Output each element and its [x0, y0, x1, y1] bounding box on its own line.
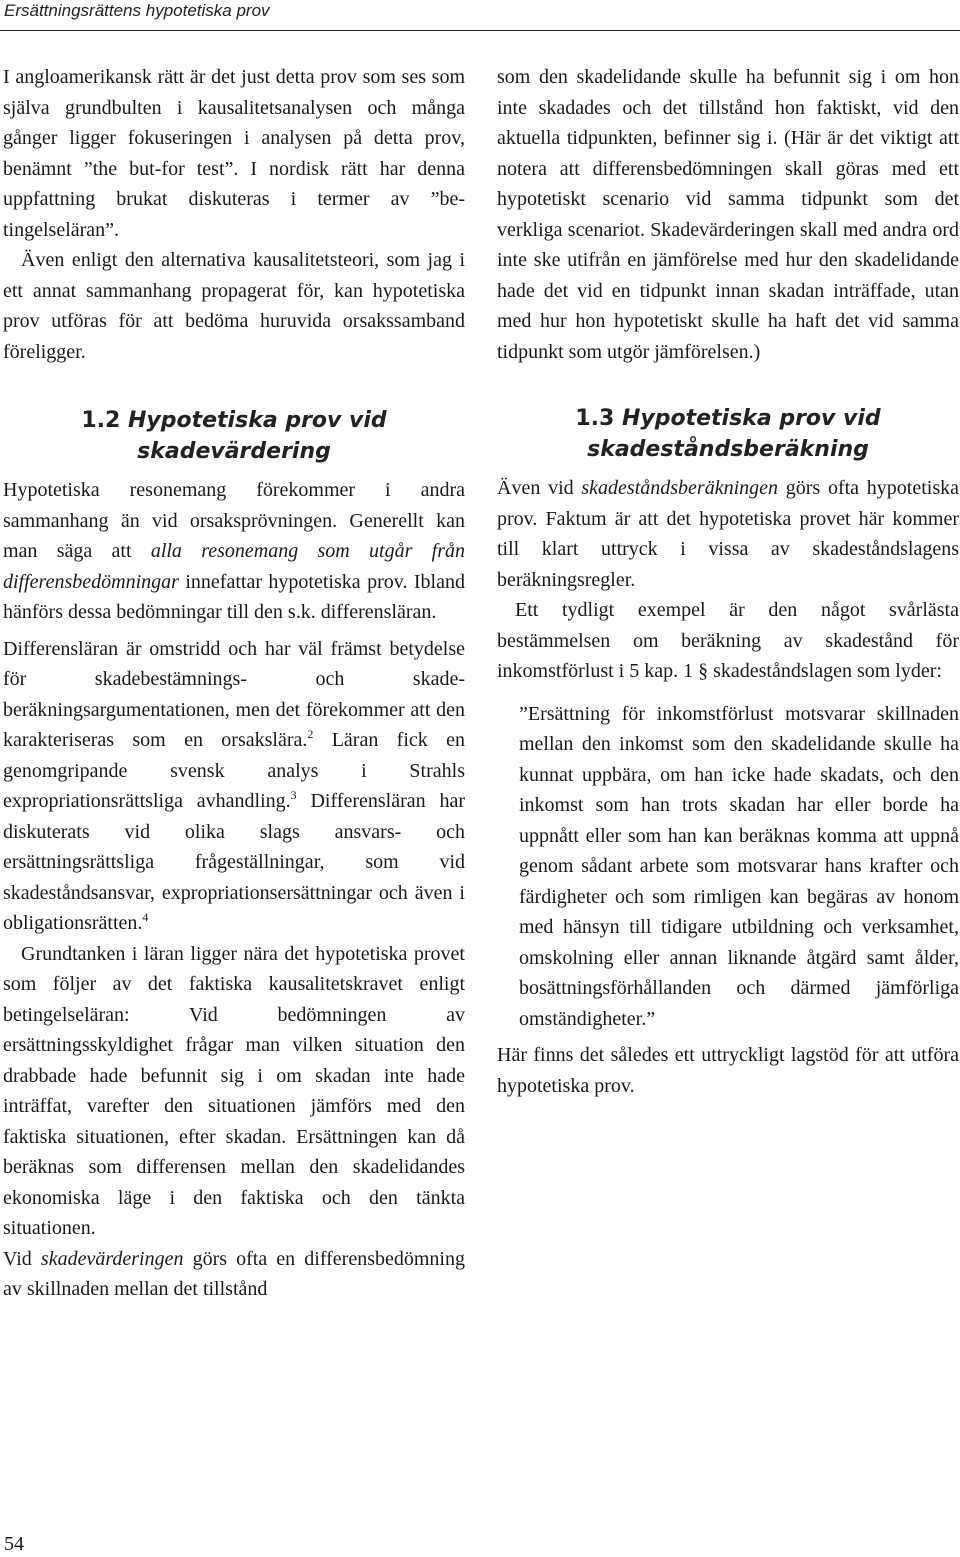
paragraph: Även enligt den alternativa kausalitetsteori, som jag i ett annat sammanhang propagerat för, kan hypotetiska prov utföras för att bedöma huruvida orsakssamband föreligger. [3, 249, 465, 363]
paragraph: Differensläran är omstridd och har väl främst betydelse för skadebestämnings- och skadeberäkningsargumentationen, men det förekommer att den karakteriseras som en orsakslära.$^2$ Läran fick en genomgripande svensk analys i Strahls expropriationsrättsliga avhandling.$^3$ Differensläran har diskuterats vid olika slags ansvars- och ersättningsrättsliga frågeställningar, som vid skadeståndsansvar, expropriationsersättningar och även i obligationsrätten.$^4$ [3, 637, 465, 934]
paragraph: Grundtanken i läran ligger nära det hypotetiska provet som följer av det faktiska kausalitetskravet enligt betingelseläran: Vid bedömningen av ersättningsskyldighet frågar man vilken situation den drabbade hade befunnit sig i om skadan inte hade inträffat, varefter den situationen jämförs med den faktiska situationen, efter skadan. Ersättningen kan då beräknas som differensen mellan den skadelidandes ekonomiska läge i den faktiska och den tänkta situationen. [3, 942, 465, 1239]
section-title: Hypotetiska prov vid skadeståndsberäkning [587, 406, 881, 462]
section-number: 1.3 [575, 406, 615, 431]
paragraph: Vid skadevärderingen görs ofta en differensbedömning av skillnaden mellan det tillstånd [3, 1247, 465, 1300]
footnote-ref[interactable]: 2 [307, 727, 314, 741]
section-title: Hypotetiska prov vid skadevärdering [127, 408, 387, 464]
header-rule [0, 30, 960, 31]
emphasis: skadevärderingen [40, 1247, 184, 1270]
footnote-ref[interactable]: 3 [290, 788, 297, 802]
paragraph: som den skadelidande skulle ha befunnit sig i om hon inte skadades och det tillstånd hon faktiskt, vid den aktuella tidpunkten, befinner sig i. (Här är det viktigt att notera att differensbedömningen skall göras med ett hypotetiskt scenario vid samma tidpunkt som det verkliga scenariot. Skadevärderingen skall med andra ord inte ske utifrån en jämförelse med hur den skadelidande hade det vid en tidpunkt innan skadan inträffade, utan med hur hon hypotetiskt skulle ha haft det vid samma tidpunkt som utgör jämförelsen.) [497, 66, 959, 363]
paragraph: Även vid skadeståndsberäkningen görs ofta hypotetiska prov. Faktum är att det hypotetiska provet här kommer till klart uttryck i vissa av skadeståndslagens beräkningsregler. [497, 477, 959, 591]
paragraph: Här finns det således ett uttryckligt lagstöd för att utföra hypotetiska prov. [497, 1044, 959, 1097]
section-number: 1.2 [81, 408, 121, 433]
paragraph: Hypotetiska resonemang förekommer i andra sammanhang än vid orsaksprövningen. Generellt kan man säga att alla resonemang som utgår från differensbedömningar innefattar hypotetiska prov. Ibland hänförs dessa bedömningar till den s.k. differensläran. [3, 479, 465, 623]
paragraph: I angloamerikansk rätt är det just detta prov som ses som själva grundbulten i kausalitetsanalysen och många gånger ligger fokuseringen i analysen på detta prov, benämnt ”the but-for test”. I nordisk rätt har denna uppfattning brukat diskuteras i termer av ”betingelseläran”. [3, 66, 465, 241]
page-number: 54 [4, 1533, 24, 1555]
section-heading-1-2 [3, 405, 465, 467]
running-title: Ersättningsrättens hypotetiska prov [4, 1, 270, 20]
quote-text: ”Ersättning för inkomstförlust motsvarar skillnaden mellan den inkomst som den skadelidande skulle ha kunnat uppbära, om han icke hade skadats, och den inkomst som han trots skadan har eller borde ha uppnått eller som han kan beräknas komma att uppnå genom sådant arbete som motsvarar hans krafter och färdigheter och som rimligen kan begäras av honom med hänsyn till tidigare utbildning och verksamhet, omskolning eller annan liknande åtgärd samt ålder, bosättningsförhållanden och därmed jämförliga omständigheter.” [519, 702, 959, 1030]
right-column [497, 62, 959, 1101]
left-column [3, 62, 465, 1305]
emphasis: alla resonemang som utgår från differensbedömningar [3, 540, 465, 593]
section-heading-1-3 [497, 403, 959, 465]
footnote-ref[interactable]: 4 [142, 910, 149, 924]
paragraph: Ett tydligt exempel är den något svårlästa bestämmelsen om beräkning av skadestånd för inkomstförlust i 5 kap. 1 § skadeståndslagen som lyder: [497, 599, 959, 682]
emphasis: skadeståndsberäkningen [581, 477, 779, 499]
statute-quote [519, 699, 959, 1035]
